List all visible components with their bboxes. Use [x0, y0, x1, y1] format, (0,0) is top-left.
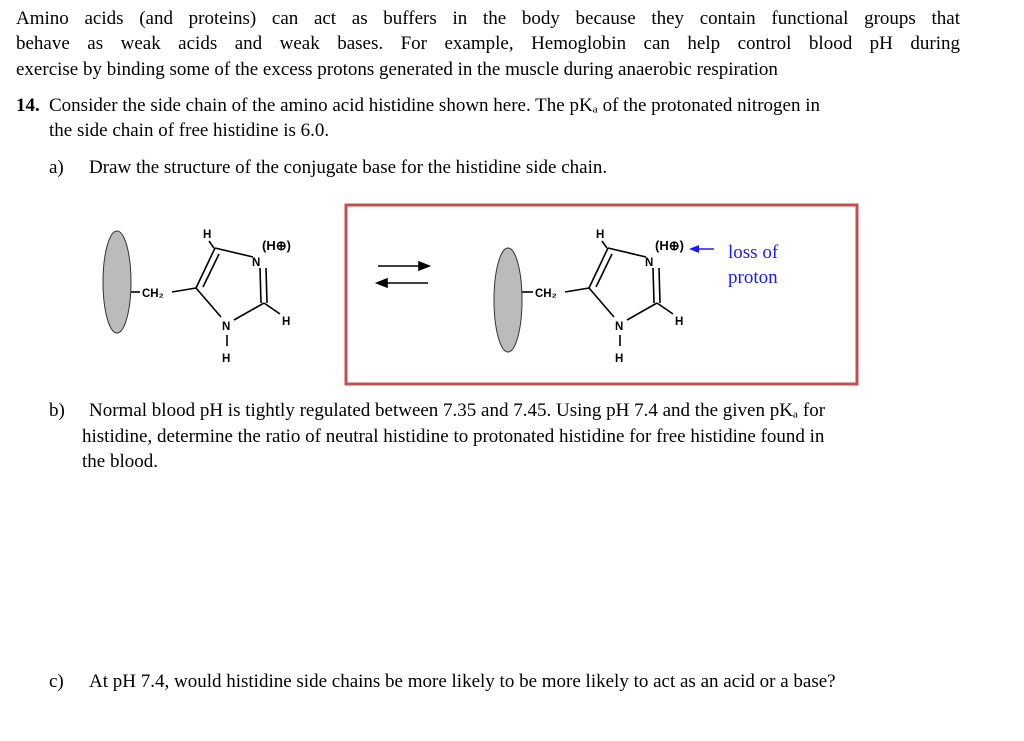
part-c-label: c): [49, 671, 64, 692]
arrow-left-icon: [689, 245, 699, 253]
ch2-label: CH₂: [142, 288, 164, 300]
part-a-text: Draw the structure of the conjugate base for the histidine side chain.: [89, 157, 608, 178]
atom-h: H: [282, 316, 291, 328]
part-b-line-1: Normal blood pH is tightly regulated between 7.35 and 7.45. Using pH 7.4 and the given pKₐ for: [89, 400, 826, 421]
intro-line-3: exercise by binding some of the excess protons generated in the muscle during anaerobic respiration: [16, 59, 778, 80]
part-b-line-2: histidine, determine the ratio of neutral histidine to protonated histidine for free histidine found in: [82, 426, 825, 447]
histidine-conjugate-base: [494, 229, 684, 365]
proton-label: (H⊕): [655, 238, 684, 253]
backbone-ellipse: [103, 231, 131, 333]
part-a-label: a): [49, 157, 64, 178]
part-c-text: At pH 7.4, would histidine side chains be more likely to be more likely to act as an acid or a base?: [89, 671, 836, 692]
atom-h: H: [675, 316, 684, 328]
question-14-line-1: Consider the side chain of the amino acid histidine shown here. The pKₐ of the protonated nitrogen in: [49, 95, 820, 116]
atom-n: N: [222, 321, 231, 333]
atom-h: H: [615, 353, 624, 365]
proton-label: (H⊕): [262, 238, 291, 253]
loss-of-proton-annotation: [689, 242, 779, 288]
equilibrium-arrows: [377, 262, 429, 287]
ch2-label: CH₂: [535, 288, 557, 300]
atom-h: H: [203, 229, 212, 241]
atom-h: H: [222, 353, 231, 365]
question-number: 14.: [16, 95, 40, 116]
atom-h: H: [596, 229, 605, 241]
intro-line-1: Amino acids (and proteins) can act as buffers in the body because they contain functional groups that: [16, 8, 960, 29]
backbone-ellipse: [494, 248, 522, 352]
atom-n: N: [615, 321, 624, 333]
intro-line-2: behave as weak acids and weak bases. For example, Hemoglobin can help control blood pH during: [16, 33, 960, 54]
atom-n: N: [645, 257, 654, 269]
atom-n: N: [252, 257, 261, 269]
annotation-line-2: proton: [728, 267, 778, 288]
annotation-line-1: loss of: [728, 242, 779, 263]
part-b-line-3: the blood.: [82, 451, 158, 472]
question-14-line-2: the side chain of free histidine is 6.0.: [49, 120, 330, 141]
histidine-protonated: [103, 229, 291, 365]
part-b-label: b): [49, 400, 65, 421]
